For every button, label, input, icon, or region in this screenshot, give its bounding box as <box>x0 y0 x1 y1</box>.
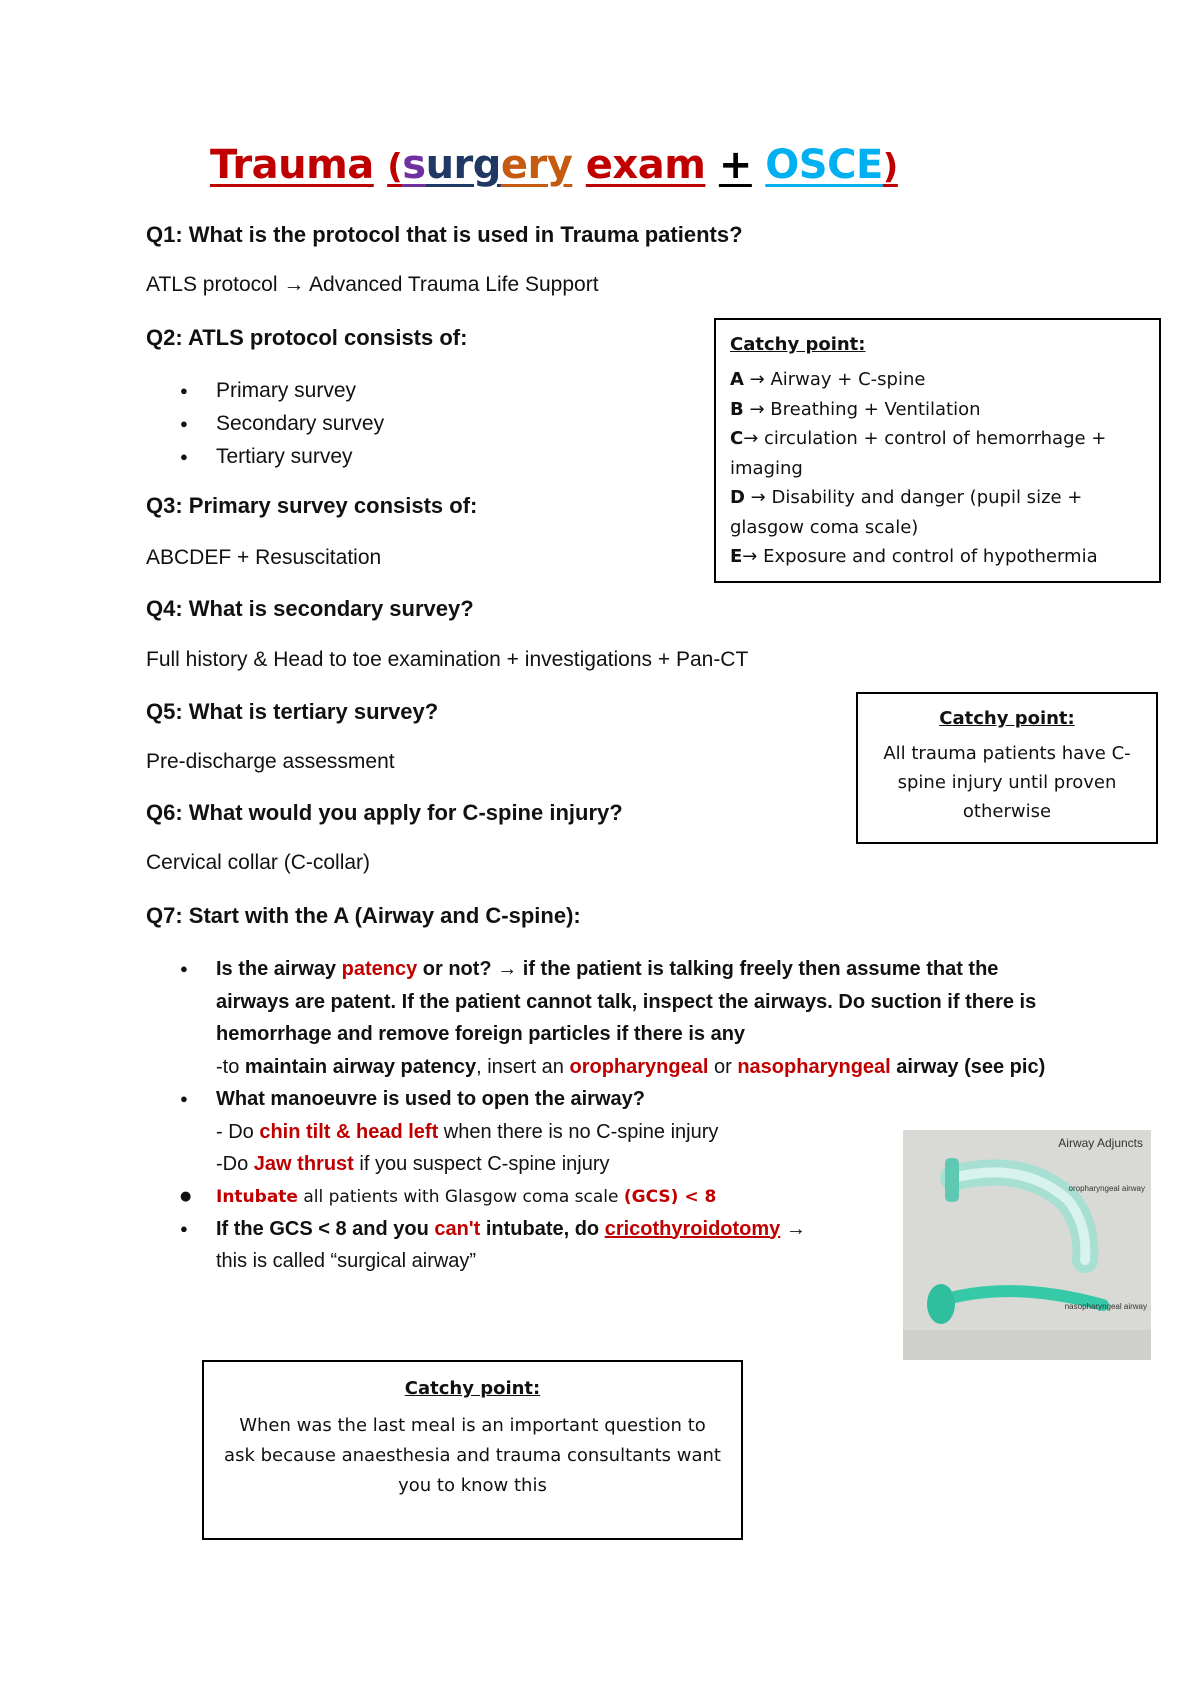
box1-letter: A <box>730 369 744 390</box>
box1-text: → Airway + C-spine <box>743 369 926 390</box>
box1-line <box>730 424 1145 483</box>
b4-p5: → <box>780 1217 806 1240</box>
b3-p1: Intubate <box>216 1186 298 1207</box>
list-item <box>146 953 1076 1083</box>
box1-line <box>730 365 1145 395</box>
q2-list <box>146 374 646 473</box>
title-open-paren: ( <box>387 147 403 187</box>
q5-answer: Pre-discharge assessment <box>146 750 395 773</box>
b2-p1: What manoeuvre is used to open the airway? <box>216 1088 645 1110</box>
b2-p5: -Do <box>216 1153 254 1175</box>
box1-letter: B <box>730 398 744 420</box>
airway-adjuncts-image <box>903 1130 1151 1360</box>
b1-p2: patency <box>341 958 418 980</box>
box3-text: When was the last meal is an important question to ask because anaesthesia and trauma consultants want you to know this <box>224 1415 721 1496</box>
title-plus: + <box>718 142 752 188</box>
b1-p6: , insert an <box>476 1055 570 1078</box>
b4-p2: can't <box>434 1217 481 1240</box>
q4-question: Q4: What is secondary survey? <box>146 596 474 621</box>
box1-heading: Catchy point: <box>730 334 866 355</box>
q6-answer: Cervical collar (C-collar) <box>146 851 371 874</box>
title-osce: OSCE <box>765 142 883 188</box>
airway-adjuncts-photo <box>903 1130 1151 1360</box>
title-urg: urg <box>425 142 501 188</box>
q5-question: Q5: What is tertiary survey? <box>146 699 439 724</box>
catchy-box-cspine <box>856 692 1158 844</box>
b1-p10: airway (see pic) <box>890 1055 1046 1078</box>
b1-p1: Is the airway <box>216 958 342 980</box>
q6-question: Q6: What would you apply for C-spine injury? <box>146 800 623 825</box>
box1-line <box>730 395 1145 425</box>
b2-p4: when there is no C-spine injury <box>438 1120 719 1143</box>
box1-text: → Breathing + Ventilation <box>743 398 981 420</box>
title-close-paren: ) <box>882 147 898 187</box>
q3-question: Q3: Primary survey consists of: <box>146 493 478 518</box>
box1-letter: D <box>730 487 745 508</box>
box1-letter: E <box>730 546 743 567</box>
b2-p2: - Do <box>216 1120 260 1143</box>
q7-question: Q7: Start with the A (Airway and C-spine): <box>146 903 581 928</box>
box1-text: → Disability and danger (pupil size + glasgow coma scale) <box>730 487 1083 538</box>
box1-line <box>730 542 1145 572</box>
b2-p3: chin tilt & head left <box>259 1120 439 1143</box>
box1-text: → Exposure and control of hypothermia <box>742 546 1098 567</box>
list-item: ● Tertiary survey <box>146 440 646 473</box>
title-exam: exam <box>585 142 706 188</box>
b1-p9: nasopharyngeal <box>737 1055 891 1078</box>
title-trauma: Trauma <box>210 142 374 188</box>
box3-heading: Catchy point: <box>404 1378 541 1399</box>
catchy-box-last-meal <box>202 1360 743 1540</box>
b3-p3: (GCS) < 8 <box>623 1186 717 1207</box>
q1-question: Q1: What is the protocol that is used in Trauma patients? <box>146 222 743 247</box>
b1-p7: oropharyngeal <box>569 1055 709 1078</box>
b3-p2: all patients with Glasgow coma scale <box>297 1186 624 1207</box>
b4-p3: intubate, do <box>480 1217 605 1240</box>
b2-p6: Jaw thrust <box>253 1153 354 1175</box>
photo-label-oropharyngeal: oropharyngeal airway <box>1068 1184 1145 1193</box>
list-item: ● Primary survey <box>146 374 646 407</box>
b4-p4: cricothyroidotomy <box>604 1217 781 1240</box>
list-item: ● Secondary survey <box>146 407 646 440</box>
box1-letter: C <box>730 428 744 449</box>
box2-heading: Catchy point: <box>939 708 1075 729</box>
catchy-box-abcde <box>714 318 1161 583</box>
title-s: s <box>402 142 426 188</box>
b1-p3: or not? → if the patient is talking freely then assume that the airways are patent. If the patient cannot talk, inspect the airways. Do suction if there is hemorrhage and remove foreign particles if there is any <box>216 958 1037 1045</box>
q3-answer: ABCDEF + Resuscitation <box>146 546 382 569</box>
q1-answer: ATLS protocol → Advanced Trauma Life Support <box>146 273 599 296</box>
b1-p8: or <box>708 1055 738 1078</box>
b4-p1: If the GCS < 8 and you <box>216 1217 435 1240</box>
photo-label-nasopharyngeal: nasopharyngeal airway <box>1064 1302 1147 1311</box>
b2-p7: if you suspect C-spine injury <box>353 1153 610 1175</box>
b1-p5: maintain airway patency <box>244 1055 477 1078</box>
q4-answer: Full history & Head to toe examination + investigations + Pan-CT <box>146 648 749 671</box>
b4-p6: this is called “surgical airway” <box>216 1250 477 1272</box>
b1-p4: -to <box>216 1055 245 1078</box>
page-title <box>210 142 898 188</box>
box1-line <box>730 483 1145 542</box>
photo-caption: Airway Adjuncts <box>1058 1136 1143 1150</box>
q2-question: Q2: ATLS protocol consists of: <box>146 325 468 350</box>
title-ery: ery <box>500 142 573 188</box>
box2-text: All trauma patients have C-spine injury until proven otherwise <box>883 743 1131 822</box>
box1-text: → circulation + control of hemorrhage + imaging <box>730 428 1107 479</box>
